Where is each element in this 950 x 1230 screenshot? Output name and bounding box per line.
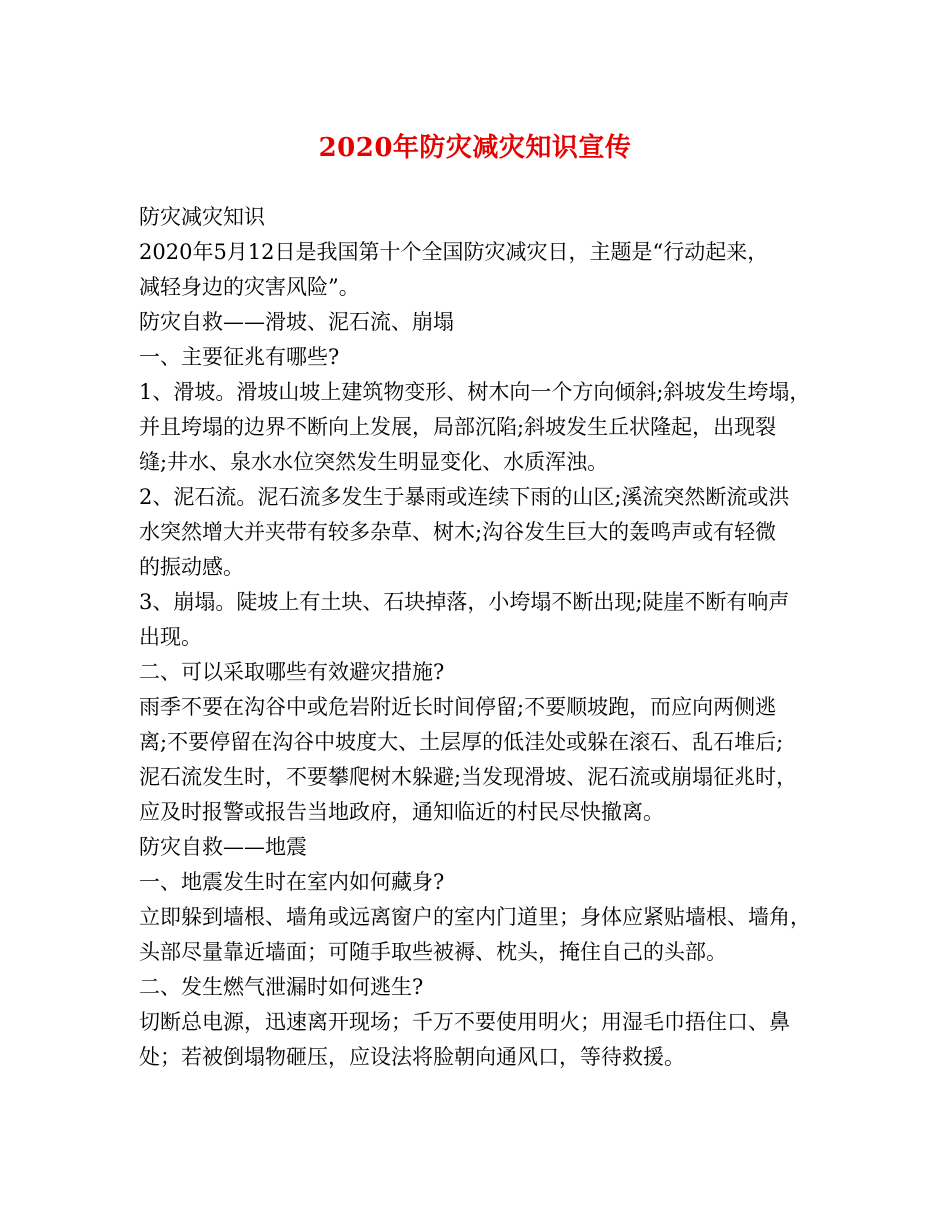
text-line: 的振动感。 <box>139 555 244 579</box>
text-line: 应及时报警或报告当地政府，通知临近的村民尽快撤离。 <box>139 800 664 824</box>
text-line: 二、发生燃气泄漏时如何逃生? <box>139 975 424 999</box>
text-line: 3、崩塌。陡坡上有土块、石块掉落，小垮塌不断出现;陡崖不断有响声 <box>139 590 790 614</box>
document-title: 2020年防灾减灾知识宣传 <box>318 133 632 163</box>
text-line: 缝;井水、泉水水位突然发生明显变化、水质浑浊。 <box>139 450 609 474</box>
text-line: 防灾自救——地震 <box>139 835 307 859</box>
text-line: 切断总电源，迅速离开现场；千万不要使用明火；用湿毛巾捂住口、鼻 <box>139 1010 790 1034</box>
text-line: 并且垮塌的边界不断向上发展，局部沉陷;斜坡发生丘状隆起，出现裂 <box>139 415 777 439</box>
text-line: 雨季不要在沟谷中或危岩附近长时间停留;不要顺坡跑，而应向两侧逃 <box>139 695 777 719</box>
text-line: 出现。 <box>139 625 202 649</box>
text-line: 离;不要停留在沟谷中坡度大、土层厚的低洼处或躲在滚石、乱石堆后; <box>139 730 784 754</box>
text-line: 防灾减灾知识 <box>139 205 265 229</box>
text-line: 水突然增大并夹带有较多杂草、树木;沟谷发生巨大的轰鸣声或有轻微 <box>139 520 777 544</box>
text-line: 泥石流发生时，不要攀爬树木躲避;当发现滑坡、泥石流或崩塌征兆时， <box>139 765 798 789</box>
text-line: 1、滑坡。滑坡山坡上建筑物变形、树木向一个方向倾斜;斜坡发生垮塌， <box>139 380 811 404</box>
document-body <box>139 200 819 1075</box>
text-line: 一、地震发生时在室内如何藏身? <box>139 870 445 894</box>
text-line: 二、可以采取哪些有效避灾措施? <box>139 660 445 684</box>
text-line: 一、主要征兆有哪些? <box>139 345 340 369</box>
text-line: 2020年5月12日是我国第十个全国防灾减灾日，主题是“行动起来， <box>139 240 769 264</box>
text-line: 头部尽量靠近墙面；可随手取些被褥、枕头，掩住自己的头部。 <box>139 940 727 964</box>
text-line: 2、泥石流。泥石流多发生于暴雨或连续下雨的山区;溪流突然断流或洪 <box>139 485 790 509</box>
text-line: 处；若被倒塌物砸压，应设法将脸朝向通风口，等待救援。 <box>139 1045 685 1069</box>
text-line: 减轻身边的灾害风险”。 <box>139 275 360 299</box>
text-line: 立即躲到墙根、墙角或远离窗户的室内门道里；身体应紧贴墙根、墙角， <box>139 905 811 929</box>
text-line: 防灾自救——滑坡、泥石流、崩塌 <box>139 310 454 334</box>
